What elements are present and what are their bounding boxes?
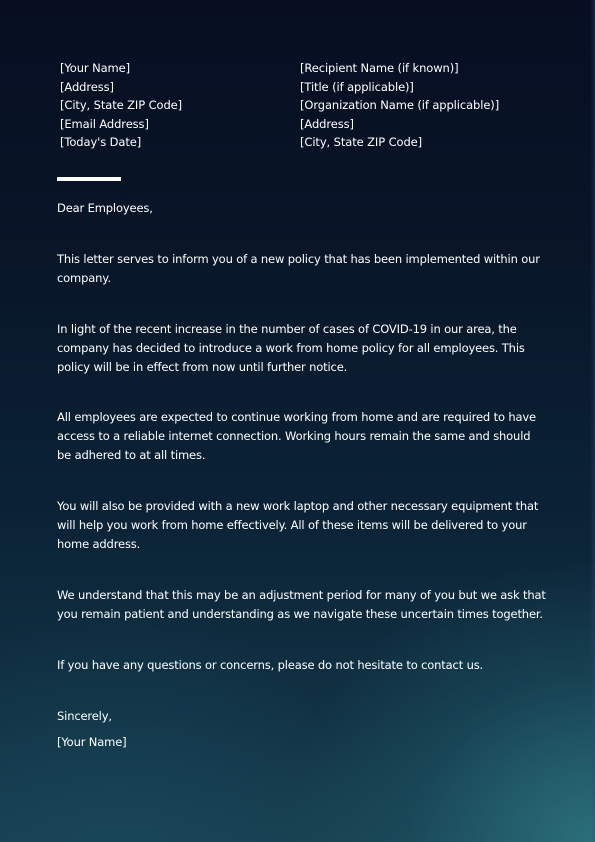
letter-paragraph: This letter serves to inform you of a new policy that has been implemented within our company. (57, 251, 540, 285)
sender-address: [Address] (60, 79, 114, 94)
letter-paragraph: In light of the recent increase in the number of cases of COVID-19 in our area, the company has decided to introduce a work from home policy for all employees. This policy will be in effect from now until further notice. (57, 321, 525, 374)
letter-paragraph: You will also be provided with a new work laptop and other necessary equipment that will help you work from home effectively. All of these items will be delivered to your home address. (57, 499, 539, 551)
letter-signature: [Your Name] (57, 734, 127, 749)
letter-closing: Sincerely, (57, 708, 112, 723)
letter-body (57, 199, 547, 751)
page-edge (590, 0, 595, 842)
recipient-title: [Title (if applicable)] (300, 79, 414, 94)
sender-date: [Today's Date] (60, 135, 142, 150)
sender-address-block (60, 59, 182, 152)
recipient-organization: [Organization Name (if applicable)] (300, 98, 500, 113)
sender-name: [Your Name] (60, 61, 131, 75)
letter-paragraph: All employees are expected to continue working from home and are required to have access to a reliable internet connection. Working hours remain the same and should be adhered to at all times. (57, 410, 536, 463)
recipient-address: [Address] (300, 116, 354, 131)
sender-city-state-zip: [City, State ZIP Code] (60, 98, 183, 113)
letter-paragraph: If you have any questions or concerns, please do not hesitate to contact us. (57, 657, 484, 672)
recipient-city-state-zip: [City, State ZIP Code] (300, 135, 423, 150)
letter-greeting: Dear Employees, (57, 201, 153, 215)
divider-rule (57, 177, 121, 181)
recipient-name: [Recipient Name (if known)] (300, 61, 459, 75)
letter-paragraph: We understand that this may be an adjustment period for many of you but we ask that you remain patient and understanding as we navigate these uncertain times together. (57, 587, 546, 621)
sender-email: [Email Address] (60, 116, 149, 131)
recipient-address-block (300, 59, 499, 152)
